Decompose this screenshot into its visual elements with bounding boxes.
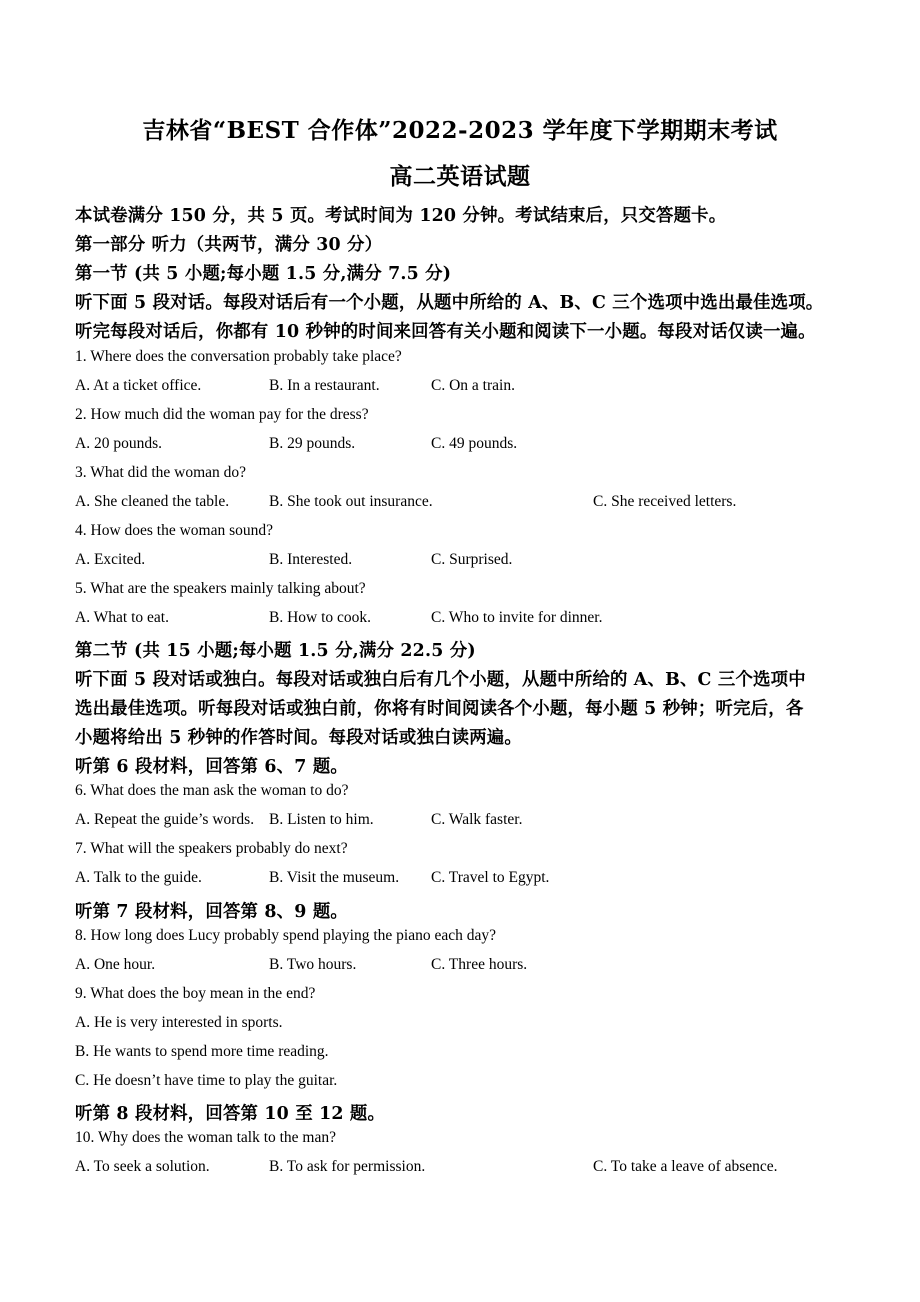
option-8b: B. Two hours. bbox=[269, 956, 357, 973]
option-10b: B. To ask for permission. bbox=[269, 1158, 426, 1175]
option-5a: A. What to eat. bbox=[75, 609, 169, 626]
option-1c: C. On a train. bbox=[431, 377, 515, 394]
option-4c: C. Surprised. bbox=[431, 551, 513, 568]
question-5: 5. What are the speakers mainly talking about? bbox=[75, 580, 366, 597]
material-6-heading: 听第 6 段材料，回答第 6、7 题。 bbox=[75, 757, 349, 777]
section-one-heading: 第一节 (共 5 小题;每小题 1.5 分,满分 7.5 分) bbox=[75, 264, 452, 284]
option-1b: B. In a restaurant. bbox=[269, 377, 380, 394]
question-2: 2. How much did the woman pay for the dress? bbox=[75, 406, 369, 423]
question-3: 3. What did the woman do? bbox=[75, 464, 247, 481]
option-4b: B. Interested. bbox=[269, 551, 353, 568]
option-7c: C. Travel to Egypt. bbox=[431, 869, 550, 886]
option-1a: A. At a ticket office. bbox=[75, 377, 202, 394]
material-7-heading: 听第 7 段材料，回答第 8、9 题。 bbox=[75, 902, 349, 922]
option-3b: B. She took out insurance. bbox=[269, 493, 433, 510]
question-8: 8. How long does Lucy probably spend playing the piano each day? bbox=[75, 927, 496, 944]
section-one-instructions-cont: 听完每段对话后，你都有 10 秒钟的时间来回答有关小题和阅读下一小题。每段对话仅读一遍。 bbox=[75, 322, 816, 342]
option-2a: A. 20 pounds. bbox=[75, 435, 162, 452]
option-9b: B. He wants to spend more time reading. bbox=[75, 1043, 329, 1060]
option-3c: C. She received letters. bbox=[593, 493, 737, 510]
question-10: 10. Why does the woman talk to the man? bbox=[75, 1129, 337, 1146]
option-2b: B. 29 pounds. bbox=[269, 435, 356, 452]
exam-subtitle: 高二英语试题 bbox=[389, 163, 531, 190]
option-6a: A. Repeat the guide’s words. bbox=[75, 811, 255, 828]
option-3a: A. She cleaned the table. bbox=[75, 493, 230, 510]
material-8-heading: 听第 8 段材料，回答第 10 至 12 题。 bbox=[75, 1104, 386, 1124]
option-6b: B. Listen to him. bbox=[269, 811, 374, 828]
question-9: 9. What does the boy mean in the end? bbox=[75, 985, 316, 1002]
exam-title: 吉林省“BEST 合作体”2022-2023 学年度下学期期末考试 bbox=[142, 117, 778, 144]
option-9c: C. He doesn’t have time to play the guitar. bbox=[75, 1072, 338, 1089]
option-2c: C. 49 pounds. bbox=[431, 435, 518, 452]
option-4a: A. Excited. bbox=[75, 551, 146, 568]
question-1: 1. Where does the conversation probably take place? bbox=[75, 348, 402, 365]
question-6: 6. What does the man ask the woman to do? bbox=[75, 782, 349, 799]
option-10c: C. To take a leave of absence. bbox=[593, 1158, 778, 1175]
option-8a: A. One hour. bbox=[75, 956, 156, 973]
section-two-instructions-cont: 选出最佳选项。听每段对话或独白前，你将有时间阅读各个小题，每小题 5 秒钟；听完后，各 bbox=[75, 699, 804, 719]
option-5b: B. How to cook. bbox=[269, 609, 372, 626]
section-one-instructions: 听下面 5 段对话。每段对话后有一个小题，从题中所给的 A、B、C 三个选项中选出最佳选项。 bbox=[75, 293, 824, 313]
option-10a: A. To seek a solution. bbox=[75, 1158, 210, 1175]
option-5c: C. Who to invite for dinner. bbox=[431, 609, 603, 626]
section-two-instructions: 听下面 5 段对话或独白。每段对话或独白后有几个小题，从题中所给的 A、B、C 三个选项中 bbox=[75, 670, 806, 690]
exam-info: 本试卷满分 150 分，共 5 页。考试时间为 120 分钟。考试结束后，只交答题卡。 bbox=[75, 206, 727, 226]
option-7a: A. Talk to the guide. bbox=[75, 869, 202, 886]
option-9a: A. He is very interested in sports. bbox=[75, 1014, 283, 1031]
option-8c: C. Three hours. bbox=[431, 956, 528, 973]
question-7: 7. What will the speakers probably do next? bbox=[75, 840, 348, 857]
section-two-instructions-end: 小题将给出 5 秒钟的作答时间。每段对话或独白读两遍。 bbox=[75, 728, 522, 748]
question-4: 4. How does the woman sound? bbox=[75, 522, 274, 539]
option-6c: C. Walk faster. bbox=[431, 811, 523, 828]
part-one-heading: 第一部分 听力（共两节，满分 30 分） bbox=[75, 235, 383, 255]
section-two-heading: 第二节 (共 15 小题;每小题 1.5 分,满分 22.5 分) bbox=[75, 641, 476, 661]
option-7b: B. Visit the museum. bbox=[269, 869, 400, 886]
